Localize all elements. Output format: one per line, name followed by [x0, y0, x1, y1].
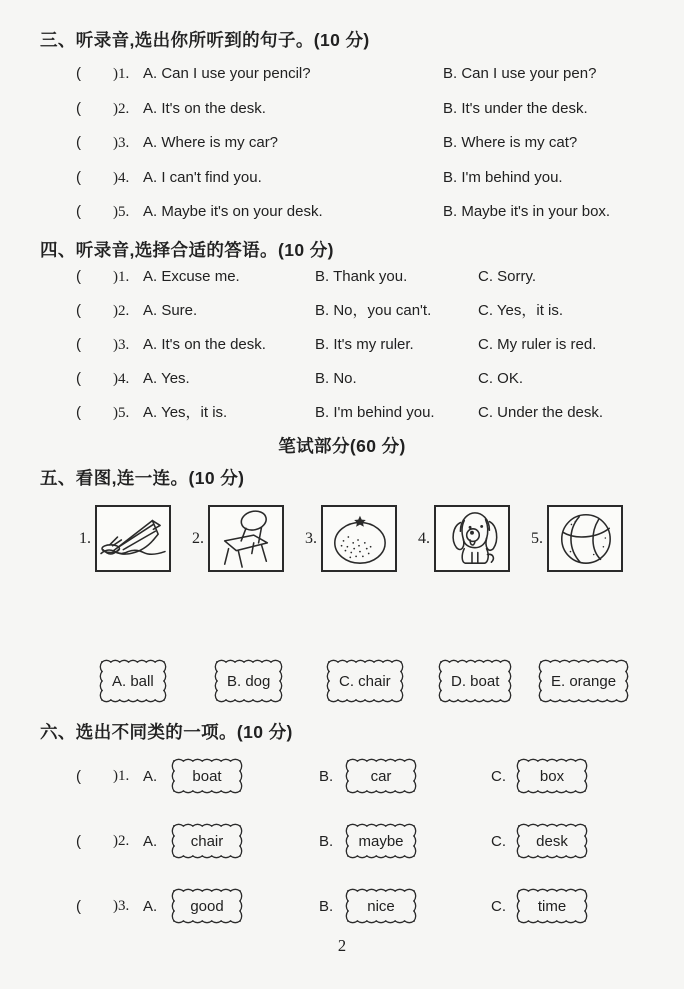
option-a: A. Yes，it is.	[143, 404, 228, 421]
question-row	[76, 267, 536, 287]
option-b-word-box	[344, 822, 418, 860]
chair-image	[211, 508, 281, 569]
option-a: A. Can I use your pencil?	[143, 65, 311, 82]
option-c: C. OK.	[478, 370, 524, 387]
option-b: B. I'm behind you.	[443, 169, 563, 186]
option-a: A. I can't find you.	[143, 169, 262, 186]
word: boat	[192, 767, 222, 785]
question-number: )2.	[113, 832, 130, 849]
answer-blank-paren: (	[76, 302, 81, 319]
option-b: B. I'm behind you.	[315, 404, 435, 421]
question-row	[76, 168, 563, 188]
picture-number: 4.	[418, 529, 430, 547]
answer-blank-paren: (	[76, 336, 81, 353]
option-a: A. Where is my car?	[143, 134, 279, 151]
label-text: D. boat	[451, 672, 500, 690]
option-c-label: C.	[491, 897, 506, 915]
answer-blank-paren: (	[76, 100, 81, 117]
question-row	[76, 822, 589, 860]
written-part-header: 笔试部分(60 分)	[278, 436, 406, 456]
option-c-label: C.	[491, 767, 506, 785]
picture-number: 1.	[79, 529, 91, 547]
label-text: A. ball	[112, 672, 154, 690]
option-a-word-box	[170, 757, 244, 795]
option-a-word-box	[170, 887, 244, 925]
ball-image	[550, 508, 620, 569]
option-a-label: A.	[143, 767, 158, 785]
picture-box-ball	[547, 505, 623, 572]
orange-image	[324, 508, 394, 569]
option-b-word-box	[344, 757, 418, 795]
option-c-word-box	[515, 757, 589, 795]
question-row	[76, 335, 596, 355]
question-number: )2.	[113, 101, 130, 117]
answer-blank-paren: (	[76, 897, 81, 915]
question-number: )4.	[113, 371, 130, 387]
question-row	[76, 202, 610, 222]
question-row	[76, 133, 577, 153]
question-row	[76, 99, 588, 119]
picture-box-boat	[95, 505, 171, 572]
question-number: )1.	[113, 767, 130, 784]
option-a: A. Maybe it's on your desk.	[143, 203, 323, 220]
option-b-label: B.	[319, 897, 334, 915]
picture-number: 3.	[305, 529, 317, 547]
page-number: 2	[337, 936, 347, 955]
question-number: )4.	[113, 170, 130, 186]
question-row	[76, 369, 523, 389]
option-a: A. It's on the desk.	[143, 100, 266, 117]
option-b-word-box	[344, 887, 418, 925]
picture-number: 5.	[531, 529, 543, 547]
question-number: )3.	[113, 135, 130, 151]
option-b-label: B.	[319, 767, 334, 785]
section-3-heading: 三、听录音,选出你所听到的句子。(10 分)	[40, 30, 370, 50]
word-label-ball	[98, 658, 168, 704]
answer-blank-paren: (	[76, 832, 81, 850]
question-row	[76, 403, 603, 423]
picture-number: 2.	[192, 529, 204, 547]
option-b: B. Maybe it's in your box.	[443, 203, 611, 220]
option-c-word-box	[515, 822, 589, 860]
word: maybe	[358, 832, 404, 850]
picture-item	[412, 505, 510, 572]
answer-blank-paren: (	[76, 268, 81, 285]
question-row	[76, 757, 589, 795]
option-c: C. Under the desk.	[478, 404, 604, 421]
picture-box-dog	[434, 505, 510, 572]
option-b: B. Can I use your pen?	[443, 65, 597, 82]
word: box	[539, 767, 565, 785]
word: nice	[367, 897, 395, 915]
word-label-orange	[537, 658, 630, 704]
label-text: B. dog	[227, 672, 271, 690]
question-number: )1.	[113, 269, 130, 285]
dog-image	[437, 508, 507, 569]
option-b: B. It's my ruler.	[315, 336, 414, 353]
word: desk	[536, 832, 568, 850]
word: time	[537, 897, 567, 915]
question-number: )5.	[113, 204, 130, 220]
answer-blank-paren: (	[76, 404, 81, 421]
option-b: B. It's under the desk.	[443, 100, 588, 117]
option-a: A. It's on the desk.	[143, 336, 266, 353]
word: car	[370, 767, 392, 785]
section-6-heading: 六、选出不同类的一项。(10 分)	[40, 722, 293, 742]
option-c: C. Yes，it is.	[478, 302, 564, 319]
answer-blank-paren: (	[76, 767, 81, 785]
picture-box-orange	[321, 505, 397, 572]
option-b: B. No，you can't.	[315, 302, 432, 319]
question-number: )1.	[113, 66, 130, 82]
option-a: A. Sure.	[143, 302, 198, 319]
option-b: B. Thank you.	[315, 268, 408, 285]
answer-blank-paren: (	[76, 203, 81, 220]
question-row	[76, 301, 563, 321]
option-a: A. Excuse me.	[143, 268, 240, 285]
word: good	[190, 897, 224, 915]
option-a-word-box	[170, 822, 244, 860]
section-5-heading: 五、看图,连一连。(10 分)	[40, 468, 245, 488]
question-number: )5.	[113, 405, 130, 421]
word: chair	[190, 832, 224, 850]
answer-blank-paren: (	[76, 134, 81, 151]
option-c: C. My ruler is red.	[478, 336, 597, 353]
answer-blank-paren: (	[76, 370, 81, 387]
picture-item	[73, 505, 171, 572]
option-c-word-box	[515, 887, 589, 925]
question-number: )2.	[113, 303, 130, 319]
question-number: )3.	[113, 897, 130, 914]
picture-box-chair	[208, 505, 284, 572]
word-label-dog	[213, 658, 284, 704]
question-number: )3.	[113, 337, 130, 353]
option-c: C. Sorry.	[478, 268, 537, 285]
option-a: A. Yes.	[143, 370, 190, 387]
section-4-heading: 四、听录音,选择合适的答语。(10 分)	[40, 240, 334, 260]
picture-item	[525, 505, 623, 572]
option-a-label: A.	[143, 832, 158, 850]
label-text: C. chair	[339, 672, 391, 690]
picture-item	[186, 505, 284, 572]
word-label-chair	[325, 658, 405, 704]
option-a-label: A.	[143, 897, 158, 915]
question-row	[76, 887, 589, 925]
option-b: B. Where is my cat?	[443, 134, 578, 151]
label-text: E. orange	[551, 672, 617, 690]
answer-blank-paren: (	[76, 65, 81, 82]
option-b: B. No.	[315, 370, 357, 387]
question-row	[76, 64, 596, 84]
picture-item	[299, 505, 397, 572]
option-b-label: B.	[319, 832, 334, 850]
word-label-boat	[437, 658, 513, 704]
boat-image	[98, 508, 168, 569]
answer-blank-paren: (	[76, 169, 81, 186]
option-c-label: C.	[491, 832, 506, 850]
